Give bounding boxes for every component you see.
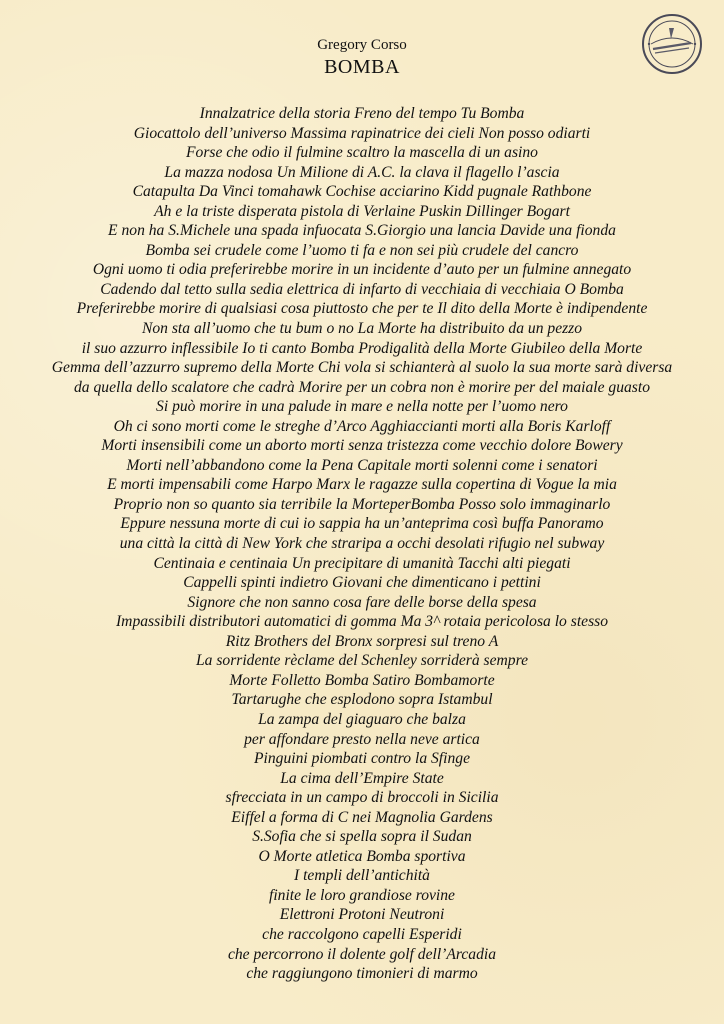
poem-line: La mazza nodosa Un Milione di A.C. la clava il flagello l’ascia [164,163,560,181]
poem-line: Pinguini piombati contro la Sfinge [254,750,470,768]
poem-line: Morte Folletto Bomba Satiro Bombamorte [229,671,495,689]
poem-line: Impassibili distributori automatici di gomma Ma 3^ rotaia pericolosa lo stesso [115,613,609,631]
poem-line: S.Sofia che si spella sopra il Sudan [252,828,472,846]
poem-line: E non ha S.Michele una spada infuocata S.Giorgio una lancia Davide una fionda [108,222,616,240]
poem-line: che raccolgono capelli Esperidi [262,925,462,943]
poem-line: Ritz Brothers del Bronx sorpresi sul treno A [225,632,499,650]
poem-line: il suo azzurro inflessibile Io ti canto Bomba Prodigalità della Morte Giubileo della Morte [81,339,643,357]
poem-line: E morti impensabili come Harpo Marx le ragazze sulla copertina di Vogue la mia [107,476,617,494]
poem-line: Tartarughe che esplodono sopra Istambul [231,691,493,709]
poem-line: da quella dello scalatore che cadrà Morire per un cobra non è morire per del maiale guasto [73,378,650,396]
poem-line: Forse che odio il fulmine scaltro la mascella di un asino [186,144,538,162]
poem-line: Morti insensibili come un aborto morti senza tristezza come vecchio dolore Bowery [101,437,623,455]
poem-line: una città la città di New York che straripa a occhi desolati rifugio nel subway [119,535,605,553]
poem-line: Morti nell’abbandono come la Pena Capitale morti solenni come i senatori [126,456,598,474]
poem-line: Oh ci sono morti come le streghe d’Arco Agghiaccianti morti alla Boris Karloff [113,417,611,435]
poem-line: per affondare presto nella neve artica [244,730,480,748]
poem-line: Cadendo dal tetto sulla sedia elettrica di infarto di vecchiaia di vecchiaia O Bomba [100,280,624,298]
poem-line: La zampa del giaguaro che balza [258,710,466,728]
poem-line: Eiffel a forma di C nei Magnolia Gardens [231,808,493,826]
poem-line: Si può morire in una palude in mare e nella notte per l’uomo nero [156,398,568,416]
poem-line: finite le loro grandiose rovine [269,886,455,904]
poem-line: Eppure nessuna morte di cui io sappia ha un’anteprima così buffa Panoramo [120,515,604,533]
poem-line: La cima dell’Empire State [280,769,444,787]
poem-line: O Morte atletica Bomba sportiva [258,847,466,865]
stamp-icon [641,13,703,75]
poem-line: Proprio non so quanto sia terribile la MorteperBomba Posso solo immaginarlo [113,495,611,513]
poem-line: Preferirebbe morire di qualsiasi cosa piuttosto che per te Il dito della Morte è indipendente [76,300,648,318]
poem-line: La sorridente rèclame del Schenley sorriderà sempre [195,652,529,670]
poem-line: Catapulta Da Vinci tomahawk Cochise acciarino Kidd pugnale Rathbone [132,183,592,201]
poem-line: sfrecciata in un campo di broccoli in Sicilia [225,789,499,807]
poem-line: Elettroni Protoni Neutroni [279,906,445,924]
poem-line: che percorrono il dolente golf dell’Arcadia [227,945,497,963]
poem-line: Signore che non sanno cosa fare delle borse della spesa [187,593,537,611]
poem-line: Centinaia e centinaia Un precipitare di umanità Tacchi alti piegati [153,554,571,572]
poem-line: Cappelli spinti indietro Giovani che dimenticano i pettini [183,574,541,592]
poem-line: che raggiungono timonieri di marmo [246,965,478,983]
poem-line: Gemma dell’azzurro supremo della Morte Chi vola si schianterà al suolo la sua morte sarà diversa [51,359,673,377]
author-name: Gregory Corso [317,37,407,53]
poem-line: Bomba sei crudele come l’uomo ti fa e non sei più crudele del cancro [145,241,579,259]
poem-title: BOMBA [324,56,400,78]
poem-line: Ah e la triste disperata pistola di Verlaine Puskin Dillinger Bogart [154,202,570,220]
poem-line: I templi dell’antichità [294,867,430,885]
poem-line: Ogni uomo ti odia preferirebbe morire in un incidente d’auto per un fulmine annegato [92,261,632,279]
poem-line: Innalzatrice della storia Freno del tempo Tu Bomba [199,105,525,122]
poem-line: Giocattolo dell’universo Massima rapinatrice dei cieli Non posso odiarti [133,124,591,142]
poem-line: Non sta all’uomo che tu bum o no La Morte ha distribuito da un pezzo [141,320,583,338]
poem-body [0,104,724,984]
